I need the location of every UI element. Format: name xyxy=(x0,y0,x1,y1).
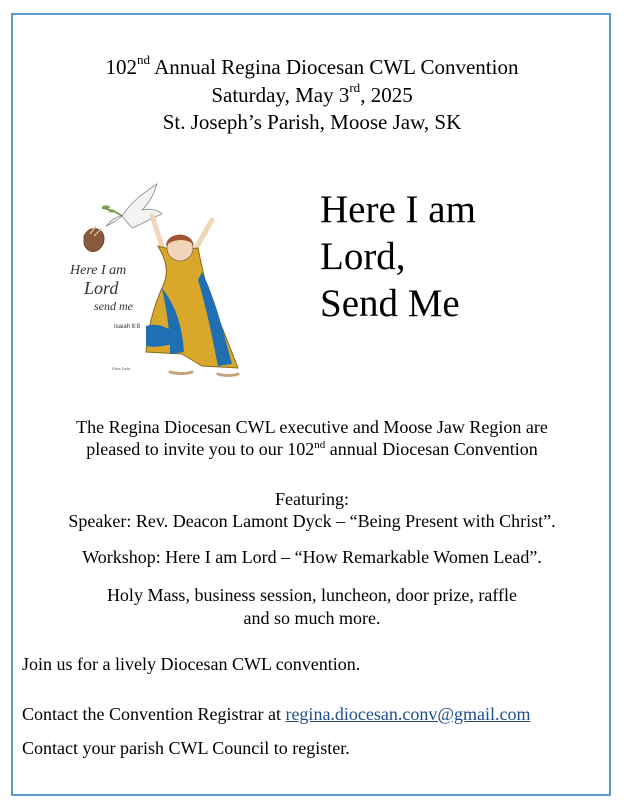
speaker-line: Speaker: Rev. Deacon Lamont Dyck – “Being Present with Christ”. xyxy=(68,511,556,531)
script-line-3: send me xyxy=(94,299,133,313)
join-line: Join us for a lively Diocesan CWL convention. xyxy=(22,654,361,674)
verse-ref: Isaiah 6:8 xyxy=(114,324,141,330)
script-line-2: Lord xyxy=(84,278,119,298)
theme-line-2: Lord, xyxy=(320,235,406,278)
script-line-1: Here I am xyxy=(70,263,127,278)
header-line-2: Saturday, May 3rd, 2025 xyxy=(211,80,413,107)
theme-title xyxy=(320,186,476,327)
workshop-line: Workshop: Here I am Lord – “How Remarkable Women Lead”. xyxy=(82,547,542,567)
contact-line: Contact the Convention Registrar at regina.diocesan.conv@gmail.com xyxy=(22,704,531,724)
registrar-email-link[interactable]: regina.diocesan.conv@gmail.com xyxy=(285,704,531,724)
hand-icon xyxy=(84,229,104,252)
theme-line-3: Send Me xyxy=(320,282,460,325)
artist-signature: Elise Dehr xyxy=(112,366,131,371)
invite-line-1: The Regina Diocesan CWL executive and Moose Jaw Region are xyxy=(76,417,548,437)
robed-figure-icon xyxy=(146,216,238,376)
extras-line-2: and so much more. xyxy=(243,608,381,628)
register-line: Contact your parish CWL Council to register. xyxy=(22,738,350,758)
header-line-1: 102nd Annual Regina Diocesan CWL Convention xyxy=(105,52,519,79)
extras-line-1: Holy Mass, business session, luncheon, door prize, raffle xyxy=(106,585,518,605)
header-line-3: St. Joseph’s Parish, Moose Jaw, SK xyxy=(162,110,462,134)
featuring-label: Featuring: xyxy=(275,489,349,509)
theme-line-1: Here I am xyxy=(320,188,476,231)
worshipper-illustration xyxy=(62,176,282,384)
invite-line-2: pleased to invite you to our 102nd annual Diocesan Convention xyxy=(86,439,538,459)
